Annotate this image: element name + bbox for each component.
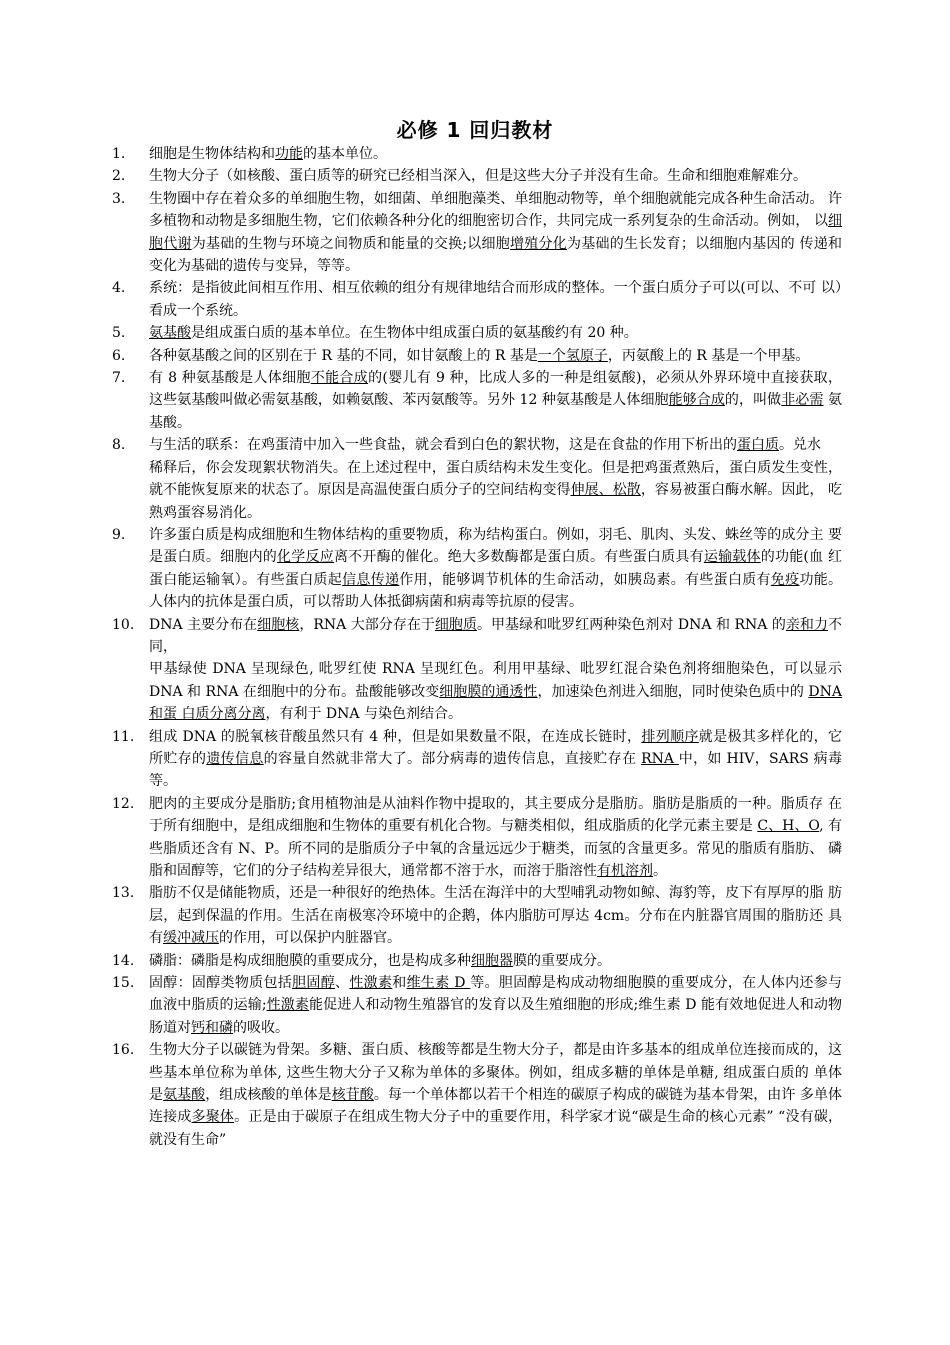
list-item bbox=[112, 345, 842, 367]
text-segment: DNA 主要分布在 bbox=[149, 616, 258, 633]
underlined-term: 遗传信息 bbox=[206, 750, 264, 767]
text-segment: 膜的重要成分。 bbox=[513, 952, 611, 969]
text-segment: 的吸收。 bbox=[233, 1019, 289, 1036]
item-paragraph bbox=[149, 972, 842, 1039]
text-segment: 的容量自然就非常大了。部分病毒的遗传信息，直接贮存在 bbox=[263, 750, 642, 767]
text-segment: 的，叫做 bbox=[724, 392, 782, 409]
item-number: 9. bbox=[112, 526, 126, 543]
text-segment: 离不开酶的催化。绝大多数酶都是蛋白质。有些蛋白质具有 bbox=[333, 549, 704, 566]
list-item bbox=[112, 188, 842, 278]
list-item bbox=[112, 165, 842, 187]
item-number: 4. bbox=[112, 280, 126, 297]
list-item bbox=[112, 277, 842, 322]
text-segment: 是组成蛋白质的基本单位。在生物体中组成蛋白质的氨基酸约有 20 种。 bbox=[191, 325, 638, 342]
item-number: 7. bbox=[112, 370, 126, 387]
list-item bbox=[112, 882, 842, 949]
underlined-term: DNA 和蛋 白质分离分离 bbox=[149, 683, 843, 723]
underlined-term: 细胞质 bbox=[434, 616, 477, 633]
text-segment: 磷脂：磷脂是构成细胞膜的重要成分，也是构成多种 bbox=[149, 952, 471, 969]
item-paragraph bbox=[149, 793, 842, 883]
text-segment: 、 bbox=[335, 975, 350, 992]
item-paragraph bbox=[149, 143, 842, 165]
text-segment: ，有利于 DNA 与染色剂结合。 bbox=[265, 706, 462, 723]
item-number: 16. bbox=[112, 1042, 135, 1059]
underlined-term: 亲和力 bbox=[785, 616, 828, 633]
item-paragraph bbox=[149, 165, 842, 187]
item-number: 13. bbox=[112, 885, 135, 902]
text-segment: 生物圈中存在着众多的单细胞生物，如细菌、单细胞藻类、单细胞动物等，单个细胞就能完成各种生命活动。 许多植物和动物是多细胞生物，它们依赖各种分化的细胞密切合作，共同完成一系列复杂的生命活动。例如， 以 bbox=[149, 190, 842, 230]
item-number: 15. bbox=[112, 975, 135, 992]
list-item bbox=[112, 367, 842, 434]
text-segment: 与生活的联系：在鸡蛋清中加入一些食盐，就会看到白色的絮状物，这是在食盐的作用下析出的 bbox=[149, 437, 737, 454]
text-segment: 不同， bbox=[149, 616, 842, 655]
underlined-term: 维生素 D bbox=[406, 975, 471, 992]
item-paragraph bbox=[149, 614, 842, 659]
underlined-term: 氨基酸 bbox=[163, 1087, 206, 1104]
item-paragraph bbox=[149, 658, 842, 725]
underlined-term: 一个氢原子 bbox=[537, 347, 608, 364]
underlined-term: 细胞器 bbox=[471, 952, 513, 969]
text-segment: 能促进人和动物生殖器官的发育以及生殖细胞的形成;维生素 D 能有效地促进人和动物肠道对 bbox=[149, 997, 843, 1036]
text-segment: 许多蛋白质是构成细胞和生物体结构的重要物质，称为结构蛋白。例如，羽毛、肌肉、头发、蛛丝等的成分主 要是蛋白质。细胞内的 bbox=[149, 526, 842, 566]
text-segment: 各种氨基酸之间的区别在于 R 基的不同，如甘氨酸上的 R 基是 bbox=[149, 347, 538, 364]
text-segment: ，RNA 大部分存在于 bbox=[299, 616, 435, 633]
list-item bbox=[112, 726, 842, 793]
text-segment: ，加速染色剂进入细胞，同时使染色质中的 bbox=[537, 683, 809, 700]
text-segment: 。正是由于碳原子在组成生物大分子中的重要作用，科学家才说“碳是生命的核心元素” “没有碳，就没有生命” bbox=[149, 1109, 843, 1148]
item-paragraph bbox=[149, 322, 842, 344]
underlined-term: 细胞代谢 bbox=[149, 213, 842, 252]
text-segment: 就是极其多样化的，它 所贮存的 bbox=[149, 728, 842, 767]
list-item bbox=[112, 322, 842, 344]
underlined-term: 核苷酸 bbox=[331, 1087, 374, 1104]
text-segment: 中，如 HIV，SARS 病毒等。 bbox=[149, 750, 842, 790]
text-segment: 为基础的生物与环境之间物质和能量的交换;以细胞 bbox=[191, 235, 511, 252]
list-item bbox=[112, 972, 842, 1039]
item-paragraph bbox=[149, 1039, 842, 1151]
text-segment: 。每一个单体都以若干个相连的碳原子构成的碳链为基本骨架，由许 多单体连接成 bbox=[149, 1087, 843, 1126]
item-number: 3. bbox=[112, 190, 126, 207]
text-segment: 和 bbox=[392, 975, 407, 992]
text-segment: 组成 DNA 的脱氧核苷酸虽然只有 4 种，但是如果数量不限，在连成长链时， bbox=[149, 728, 642, 745]
item-paragraph bbox=[149, 726, 842, 793]
text-segment: 脂肪不仅是储能物质，还是一种很好的绝热体。生活在海洋中的大型哺乳动物如鲸、海豹等，皮下有厚厚的脂 肪层，起到保温的作用。生活在南极寒冷环境中的企鹅，体内脂肪可厚达 4cm。分布在内脏器官周围的脂肪还 具有 bbox=[149, 885, 842, 947]
list-item bbox=[112, 614, 842, 726]
text-segment: 。兑水 bbox=[779, 437, 821, 454]
text-segment: 功能。 人体内的抗体是蛋白质，可以帮助人体抵御病菌和病毒等抗原的侵害。 bbox=[149, 571, 843, 611]
underlined-term: 伸展、松散 bbox=[570, 482, 641, 499]
page-title: 必修 1 回归教材 bbox=[396, 118, 554, 142]
underlined-term: 蛋白质 bbox=[737, 437, 779, 454]
item-number: 12. bbox=[112, 795, 135, 812]
text-segment: 甲基绿使 DNA 呈现绿色, 吡罗红使 RNA 呈现红色。利用甲基绿、吡罗红混合染色剂将细胞染色，可以显示 DNA 和 RNA 在细胞中的分布。盐酸能够改变 bbox=[149, 661, 842, 700]
text-segment: 的基本单位。 bbox=[303, 146, 387, 162]
text-segment: 的功能(血 红蛋白能运输氧）。有些蛋白质起 bbox=[149, 549, 843, 588]
numbered-list bbox=[112, 143, 842, 1151]
underlined-term: 免疫 bbox=[770, 571, 800, 588]
underlined-term: 性激素 bbox=[266, 997, 310, 1014]
text-segment: 有 8 种氨基酸是人体细胞 bbox=[149, 370, 311, 387]
underlined-term: 细胞膜的通透性 bbox=[439, 683, 538, 700]
item-paragraph bbox=[149, 345, 842, 367]
item-number: 10. bbox=[112, 616, 135, 633]
underlined-term: 运输载体 bbox=[703, 549, 761, 566]
list-item bbox=[112, 434, 842, 524]
item-number: 11. bbox=[112, 728, 135, 745]
list-item bbox=[112, 950, 842, 972]
text-segment: 细胞是生物体结构和 bbox=[149, 146, 275, 162]
underlined-term: 增殖分化 bbox=[510, 235, 567, 252]
text-segment: 生物大分子（如核酸、蛋白质等的研究已经相当深入，但是这些大分子并没有生命。生命和细胞难解难分。 bbox=[149, 168, 807, 185]
text-segment: 系统：是指彼此间相互作用、相互依赖的组分有规律地结合而形成的整体。一个蛋白质分子可以(可以、不可 以）看成一个系统。 bbox=[149, 280, 842, 319]
text-segment: 肥肉的主要成分是脂肪;食用植物油是从油料作物中提取的，其主要成分是脂肪。脂肪是脂质的一种。脂质存 在于所有细胞中，是组成细胞和生物体的重要有机化合物。与糖类相似，组成脂质的化学元素主要是 bbox=[149, 795, 842, 835]
text-segment: ，组成核酸的单体是 bbox=[205, 1087, 332, 1104]
underlined-term: RNA bbox=[641, 750, 679, 767]
text-segment: 氨基酸。 bbox=[149, 392, 842, 431]
text-segment: 的作用，可以保护内脏器官。 bbox=[219, 930, 401, 947]
text-segment: 固醇：固醇类物质包括 bbox=[149, 975, 293, 992]
item-paragraph bbox=[149, 457, 842, 524]
item-number: 1. bbox=[112, 146, 126, 162]
underlined-term: 化学反应 bbox=[277, 549, 334, 566]
item-number: 14. bbox=[112, 952, 135, 969]
list-item bbox=[112, 524, 842, 614]
text-segment: 等。胆固醇是构成动物细胞膜的重要成分，在人体内还参与 血液中脂质的运输; bbox=[149, 975, 843, 1014]
underlined-term: 有机溶剂 bbox=[597, 863, 653, 879]
item-paragraph bbox=[149, 524, 842, 614]
text-segment: ，丙氨酸上的 R 基是一个甲基。 bbox=[607, 347, 810, 364]
list-item bbox=[112, 143, 842, 165]
underlined-term: 性激素 bbox=[349, 975, 393, 992]
text-segment: 。甲基绿和吡罗红两种染色剂对 DNA 和 RNA 的 bbox=[477, 616, 786, 633]
list-item bbox=[112, 793, 842, 883]
underlined-term: 氨基酸 bbox=[149, 325, 191, 342]
item-number: 6. bbox=[112, 347, 126, 364]
item-paragraph bbox=[149, 434, 842, 456]
underlined-term: 胆固醇 bbox=[292, 975, 336, 992]
underlined-term: 缓冲减压 bbox=[163, 930, 219, 947]
item-paragraph bbox=[149, 367, 842, 434]
text-segment: 稀释后，你会发现絮状物消失。在上述过程中，蛋白质结构未发生变化。但是把鸡蛋煮熟后，蛋白质发生变性， 就不能恢复原来的状态了。原因是高温使蛋白质分子的空间结构变得 bbox=[149, 459, 842, 499]
list-item bbox=[112, 1039, 842, 1151]
text-segment: 生物大分子以碳链为骨架。多糖、蛋白质、核酸等都是生物大分子，都是由许多基本的组成单位连接而成的，这些基本单位称为单体, 这些生物大分子又称为单体的多聚体。例如，组成多糖的单体是单糖, 组成蛋白质的 单体是 bbox=[149, 1042, 842, 1104]
item-paragraph bbox=[149, 277, 842, 322]
underlined-term: 功能 bbox=[275, 146, 303, 162]
item-paragraph bbox=[149, 950, 842, 972]
underlined-term: 信息传递 bbox=[342, 571, 400, 588]
text-segment: 的(婴儿有 9 种，比成人多的一种是组氨酸)，必须从外界环境中直接获取， 这些氨基酸叫做必需氨基酸，如赖氨酸、苯丙氨酸等。另外 12 种氨基酸是人体细胞 bbox=[149, 370, 843, 409]
underlined-term: 细胞核 bbox=[257, 616, 300, 633]
item-number: 2. bbox=[112, 168, 126, 185]
item-number: 5. bbox=[112, 325, 126, 342]
text-segment: 。 bbox=[653, 863, 667, 879]
underlined-term: 非必需 bbox=[781, 392, 824, 409]
underlined-term: 不能合成 bbox=[310, 370, 369, 387]
underlined-term: 多聚体 bbox=[191, 1109, 235, 1126]
text-segment: , 有些脂质还含有 N、P。所不同的是脂质分子中氧的含量远远少于糖类，而氢的含量更多。常见的脂质有脂肪、 磷脂和固醇等，它们的分子结构差异很大，通常都不溶于水，而溶于脂溶性 bbox=[149, 818, 843, 879]
item-paragraph bbox=[149, 188, 842, 278]
item-number: 8. bbox=[112, 437, 126, 454]
underlined-term: 钙和磷 bbox=[191, 1019, 233, 1036]
underlined-term: 排列顺序 bbox=[641, 728, 699, 745]
text-segment: 作用，能够调节机体的生命活动，如胰岛素。有些蛋白质有 bbox=[399, 571, 771, 588]
underlined-term: C、H、O bbox=[757, 818, 820, 835]
underlined-term: 能够合成 bbox=[668, 392, 725, 409]
text-segment: 为基础的生长发育；以细胞内基因的 传递和变化为基础的遗传与变异，等等。 bbox=[149, 235, 843, 275]
item-paragraph bbox=[149, 882, 842, 949]
text-segment: ，容易被蛋白酶水解。因此， 吃熟鸡蛋容易消化。 bbox=[149, 482, 843, 521]
